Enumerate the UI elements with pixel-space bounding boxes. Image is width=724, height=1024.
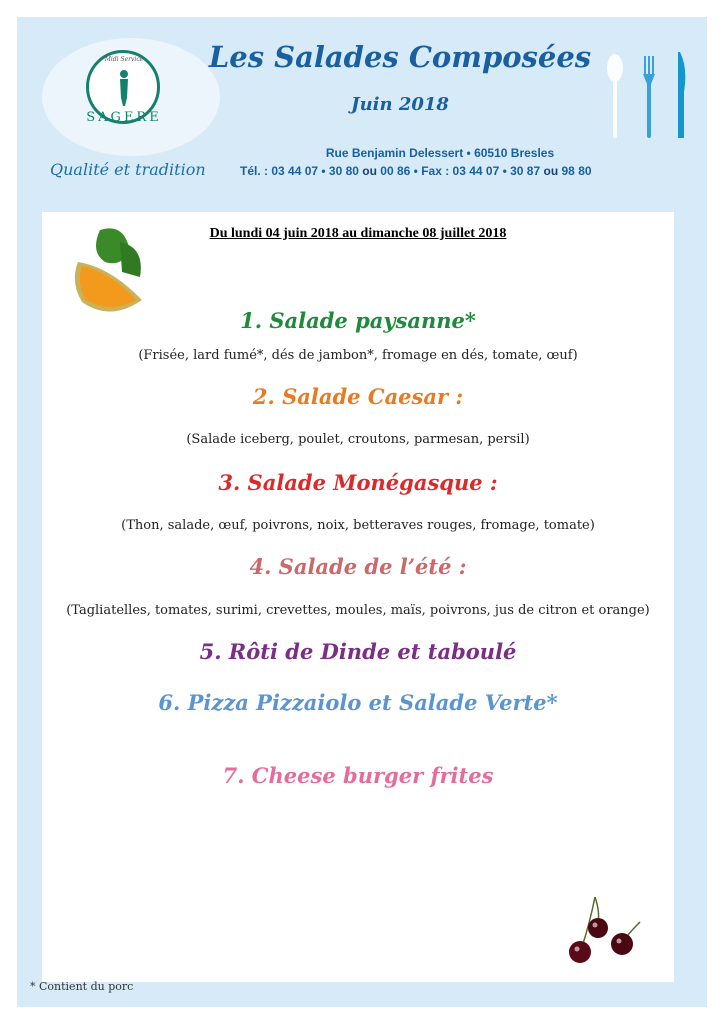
logo-name: SAGERE (86, 110, 162, 125)
chef-logo-icon (114, 68, 134, 108)
dish-7-title: 7. Cheese burger frites (222, 763, 494, 788)
cherries-icon (560, 892, 660, 972)
period-line: Du lundi 04 juin 2018 au dimanche 08 juillet 2018 (209, 226, 507, 241)
slogan: Qualité et tradition (50, 160, 206, 179)
page-title: Les Salades Composées (208, 40, 592, 74)
melon-icon (70, 222, 150, 322)
tel-or: ou (362, 164, 377, 178)
dish-2-description: (Salade iceberg, poulet, croutons, parmesan, persil) (186, 432, 530, 447)
dish-4-title: 4. Salade de l’été : (249, 554, 467, 579)
dish-3-title: 3. Salade Monégasque : (218, 470, 498, 495)
dish-2-title: 2. Salade Caesar : (252, 384, 464, 409)
dish-1-description: (Frisée, lard fumé*, dés de jambon*, fromage en dés, tomate, œuf) (138, 348, 578, 363)
logo-tagline: Midi Service (104, 56, 144, 63)
fax-number-2: 98 80 (558, 164, 592, 178)
dish-3-description: (Thon, salade, œuf, poivrons, noix, betteraves rouges, fromage, tomate) (121, 518, 595, 533)
fax-or: ou (543, 164, 559, 178)
dish-6-title: 6. Pizza Pizzaiolo et Salade Verte* (158, 690, 558, 715)
tel-label: Tél. : (240, 164, 272, 178)
address: Rue Benjamin Delessert • 60510 Bresles (325, 146, 555, 160)
cutlery-icon (600, 48, 700, 148)
contact-line (240, 164, 680, 178)
page-subtitle: Juin 2018 (351, 94, 449, 115)
tel-number-1: 03 44 07 • 30 80 (271, 164, 363, 178)
dish-5-title: 5. Rôti de Dinde et taboulé (199, 639, 517, 664)
dish-4-description: (Tagliatelles, tomates, surimi, crevettes, moules, maïs, poivrons, jus de citron et orange) (66, 603, 650, 618)
tel-number-2: 00 86 • (376, 164, 422, 178)
footnote: * Contient du porc (30, 980, 134, 993)
fax-label: Fax : (421, 164, 453, 178)
fax-number-1: 03 44 07 • 30 87 (452, 164, 544, 178)
dish-1-title: 1. Salade paysanne* (240, 308, 476, 333)
